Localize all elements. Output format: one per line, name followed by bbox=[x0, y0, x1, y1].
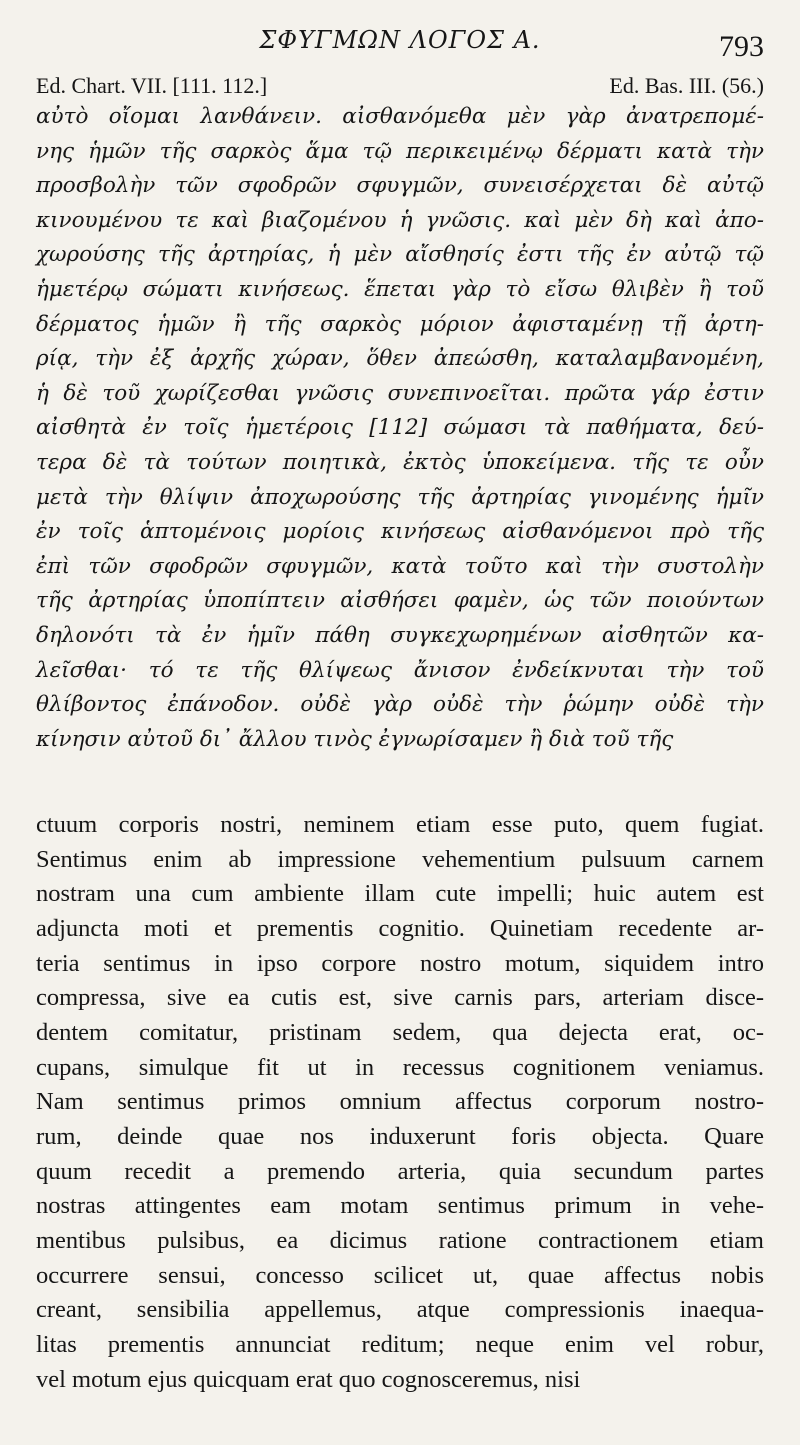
text-line: ἐν τοῖς ἁπτομένοις μορίοις κινήσεως αἰσθανόμενοι πρὸ τῆς bbox=[36, 519, 764, 545]
text-line: occurrere sensui, concesso scilicet ut, quae affectus nobis bbox=[36, 1261, 764, 1289]
text-line: λεῖσθαι· τό τε τῆς θλίψεως ἄνισον ἐνδείκνυται τὴν τοῦ bbox=[36, 657, 764, 683]
text-line: mentibus pulsibus, ea dicimus ratione contractionem etiam bbox=[36, 1226, 764, 1254]
text-line: nostras attingentes eam motam sentimus primum in vehe- bbox=[36, 1192, 764, 1220]
running-title: ΣΦΥΓΜΩΝ ΛΟΓΟΣ Α. bbox=[259, 26, 541, 54]
text-line: ἡμετέρῳ σώματι κινήσεως. ἕπεται γὰρ τὸ εἴσω θλιβὲν ἢ τοῦ bbox=[36, 276, 764, 302]
edition-line bbox=[36, 73, 764, 99]
text-line: adjuncta moti et prementis cognitio. Quinetiam recedente ar- bbox=[36, 914, 764, 942]
text-line: μετὰ τὴν θλίψιν ἀποχωρούσης τῆς ἀρτηρίας γινομένης ἡμῖν bbox=[36, 484, 764, 510]
text-line: ctuum corporis nostri, neminem etiam esse puto, quem fugiat. bbox=[36, 811, 764, 838]
text-line: dentem comitatur, pristinam sedem, qua dejecta erat, oc- bbox=[36, 1018, 764, 1046]
text-line: αὐτὸ οἴομαι λανθάνειν. αἰσθανόμεθα μὲν γὰρ ἀνατρεπομέ- bbox=[36, 104, 764, 129]
text-line: Nam sentimus primos omnium affectus corporum nostro- bbox=[36, 1088, 764, 1116]
text-line: nostram una cum ambiente illam cute impelli; huic autem est bbox=[36, 880, 764, 908]
edition-right: Ed. Bas. III. (56.) bbox=[609, 73, 764, 98]
text-line: τῆς ἀρτηρίας ὑποπίπτειν αἰσθήσει φαμὲν, ὡς τῶν ποιούντων bbox=[36, 588, 764, 614]
text-line: vel motum ejus quicquam erat quo cognosceremus, nisi bbox=[36, 1365, 581, 1393]
text-line: δέρματος ἡμῶν ἢ τῆς σαρκὸς μόριον ἀφισταμένῃ τῇ ἀρτη- bbox=[36, 311, 764, 337]
text-line: χωρούσης τῆς ἀρτηρίας, ἡ μὲν αἴσθησίς ἐστι τῆς ἐν αὐτῷ τῷ bbox=[36, 242, 764, 268]
text-line: ἡ δὲ τοῦ χωρίζεσθαι γνῶσις συνεπινοεῖται. πρῶτα γάρ ἐστιν bbox=[36, 380, 764, 406]
greek-text-block bbox=[36, 100, 764, 757]
text-line: cupans, simulque fit ut in recessus cognitionem veniamus. bbox=[36, 1053, 764, 1081]
text-line: ἐπὶ τῶν σφοδρῶν σφυγμῶν, κατὰ τοῦτο καὶ τὴν συστολὴν bbox=[36, 553, 764, 579]
latin-text-block bbox=[36, 808, 764, 1397]
edition-left: Ed. Chart. VII. [111. 112.] bbox=[36, 73, 268, 98]
text-line: νης ἡμῶν τῆς σαρκὸς ἅμα τῷ περικειμένῳ δέρματι κατὰ τὴν bbox=[36, 138, 764, 164]
text-line: compressa, sive ea cutis est, sive carnis pars, arteriam disce- bbox=[36, 984, 764, 1012]
text-line: αἰσθητὰ ἐν τοῖς ἡμετέροις [112] σώμασι τὰ παθήματα, δεύ- bbox=[36, 415, 764, 441]
text-line: rum, deinde quae nos induxerunt foris objecta. Quare bbox=[36, 1122, 764, 1150]
text-line: creant, sensibilia appellemus, atque compressionis inaequa- bbox=[36, 1296, 764, 1324]
text-line: κίνησιν αὐτοῦ δι᾽ ἄλλου τινὸς ἐγνωρίσαμεν ἢ διὰ τοῦ τῆς bbox=[36, 726, 674, 752]
text-line: κινουμένου τε καὶ βιαζομένου ἡ γνῶσις. καὶ μὲν δὴ καὶ ἀπο- bbox=[36, 207, 764, 233]
text-line: ρίᾳ, τὴν ἐξ ἀρχῆς χώραν, ὅθεν ἀπεώσθη, καταλαμβανομένη, bbox=[36, 346, 764, 372]
page-number: 793 bbox=[719, 30, 764, 63]
text-line: quum recedit a premendo arteria, quia secundum partes bbox=[36, 1157, 764, 1185]
text-line: δηλονότι τὰ ἐν ἡμῖν πάθη συγκεχωρημένων αἰσθητῶν κα- bbox=[36, 622, 764, 648]
text-line: τερα δὲ τὰ τούτων ποιητικὰ, ἐκτὸς ὑποκείμενα. τῆς τε οὖν bbox=[36, 449, 764, 475]
text-line: προσβολὴν τῶν σφοδρῶν σφυγμῶν, συνεισέρχεται δὲ αὐτῷ bbox=[36, 173, 764, 199]
text-line: teria sentimus in ipso corpore nostro motum, siquidem intro bbox=[36, 949, 764, 977]
text-line: θλίβοντος ἐπάνοδον. οὐδὲ γὰρ οὐδὲ τὴν ῥώμην οὐδὲ τὴν bbox=[36, 692, 764, 718]
text-line: Sentimus enim ab impressione vehementium pulsuum carnem bbox=[36, 845, 764, 873]
text-line: litas prementis annunciat reditum; neque enim vel robur, bbox=[36, 1330, 764, 1358]
